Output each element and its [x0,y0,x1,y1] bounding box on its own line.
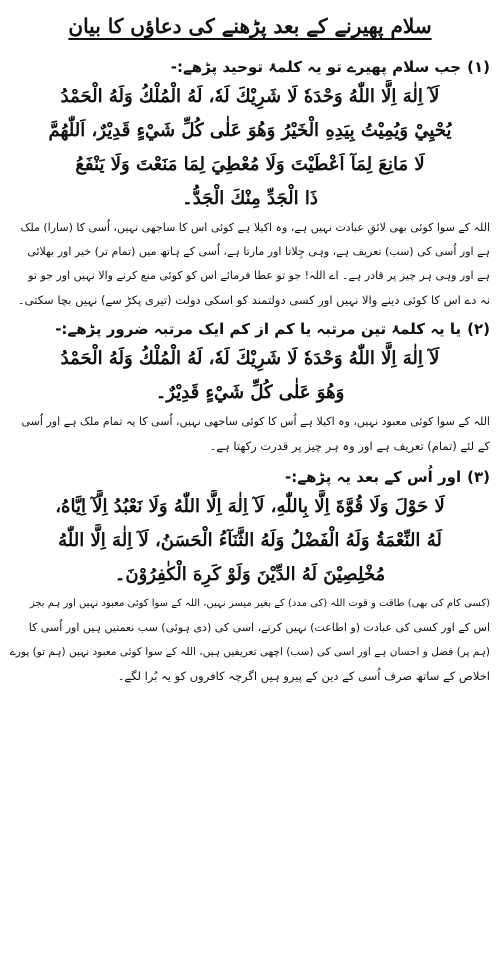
page-title: سلام پھیرنے کے بعد پڑھنے کی دعاؤں کا بیان [68,14,432,38]
arabic-line: يُحْيِيْ وَيُمِيْتُ بِيَدِهِ الْخَيْرُ وَهُوَ عَلٰى كُلِّ شَيْءٍ قَدِيْرٌ، اَللّٰهُمَّ [48,120,452,141]
section-3-arabic-dua [10,490,490,592]
translation-line: اخلاص کے ساتھ صرف اُسی کے دین کے پیرو ہیں اگرچہ کافروں کو یہ بُرا لگے۔ [117,669,490,683]
section-1-translation [10,216,490,312]
translation-line: ہے اور اُسی کی (سب) تعریف ہے، وہی جِلاتا اور مارتا ہے، اُسی کے ہاتھ میں (تمام تر) خیر اور بھلائی [27,245,490,258]
section-2-number: (۲) [467,320,490,338]
section-3-translation [10,592,490,688]
section-1-heading [10,54,490,80]
section-3-number: (۳) [467,468,490,486]
translation-line: اس کے اور کسی کی عبادت (و اطاعت) نہیں کرتے، اسی کی (دی ہوئی) سب نعمتیں ہیں اور اُسی کا [28,621,490,634]
arabic-line: مُخْلِصِيْنَ لَهُ الدِّيْنَ وَلَوْ كَرِهَ الْكٰفِرُوْنَ۔ [114,564,386,585]
section-2-arabic-dua [10,342,490,410]
section-3-heading [10,464,490,490]
arabic-line: وَهُوَ عَلٰى كُلِّ شَيْءٍ قَدِيْرٌ۔ [155,382,345,403]
section-1-arabic-dua [10,80,490,216]
arabic-line: لَآ اِلٰهَ اِلَّا اللّٰهُ وَحْدَهٗ لَا شَرِيْكَ لَهٗ، لَهُ الْمُلْكُ وَلَهُ الْحَمْدُ [60,348,440,369]
arabic-line: ذَا الْجَدِّ مِنْكَ الْجَدُّ۔ [182,188,318,209]
section-2-heading-text: یا یہ کلمۂ تین مرتبہ یا کم از کم ایک مرتبہ ضرور پڑھے:- [55,320,462,338]
document-page [0,6,500,962]
arabic-line: لَآ اِلٰهَ اِلَّا اللّٰهُ وَحْدَهٗ لَا شَرِيْكَ لَهٗ، لَهُ الْمُلْكُ وَلَهُ الْحَمْدُ [60,86,440,107]
arabic-line: لَهُ النِّعْمَةُ وَلَهُ الْفَضْلُ وَلَهُ الثَّنَآءُ الْحَسَنُ، لَآ اِلٰهَ اِلَّا اللّٰهُ [58,530,442,551]
translation-line: (ہم پر) فضل و احسان ہے اور اسی کی (سب) اچھی تعریفیں ہیں، اللہ کے سوا کوئی معبود نہیں (ہم تو) پورے [10,646,490,658]
translation-line: اللہ کے سوا کوئی بھی لائقِ عبادت نہیں ہے، وہ اکیلا ہے کوئی اس کا ساجھی نہیں، اُسی کا (سارا) ملک [20,221,490,234]
section-2-translation [10,410,490,458]
section-1-heading-text: جب سلام پھیرے تو یہ کلمۂ توحید پڑھے:- [170,58,462,76]
arabic-line: لَا مَانِعَ لِمَآ اَعْطَيْتَ وَلَا مُعْطِيَ لِمَا مَنَعْتَ وَلَا يَنْفَعُ [75,154,425,175]
section-3-heading-text: اور اُس کے بعد یہ پڑھے:- [284,468,462,486]
translation-line: (کسی کام کی بھی) طاقت و قوت اللہ (کی مدد) کے بغیر میسر نہیں، اللہ کے سوا کوئی معبود نہیں اور ہم بجز [29,598,490,609]
arabic-line: لَا حَوْلَ وَلَا قُوَّةَ اِلَّا بِاللّٰهِ، لَآ اِلٰهَ اِلَّا اللّٰهُ وَلَا نَعْبُدُ اِلَّآ اِيَّاهُ، [55,496,445,517]
translation-line: اللہ کے سوا کوئی معبود نہیں، وہ اکیلا ہے اُس کا کوئی ساجھی نہیں، اُسی کا یہ تمام ملک ہے اور اُسی [21,415,490,428]
section-2-heading [10,316,490,342]
section-1-number: (۱) [467,58,490,76]
translation-line: نہ دے اس کا کوئی دینے والا نہیں اور کسی دولتمند کو اسکی دولت (تیری پکڑ سے) نہیں بچا سکتی۔ [17,293,490,307]
translation-line: کے لئے (تمام) تعریف ہے اور وہ ہر چیز پر قدرت رکھتا ہے۔ [209,439,490,453]
translation-line: ہے اور وہی ہر چیز پر قادر ہے۔ اے اللہ! جو تو عطا فرمائے اس کو کوئی منع کرنے والا نہیں اور جو تو [28,269,490,282]
